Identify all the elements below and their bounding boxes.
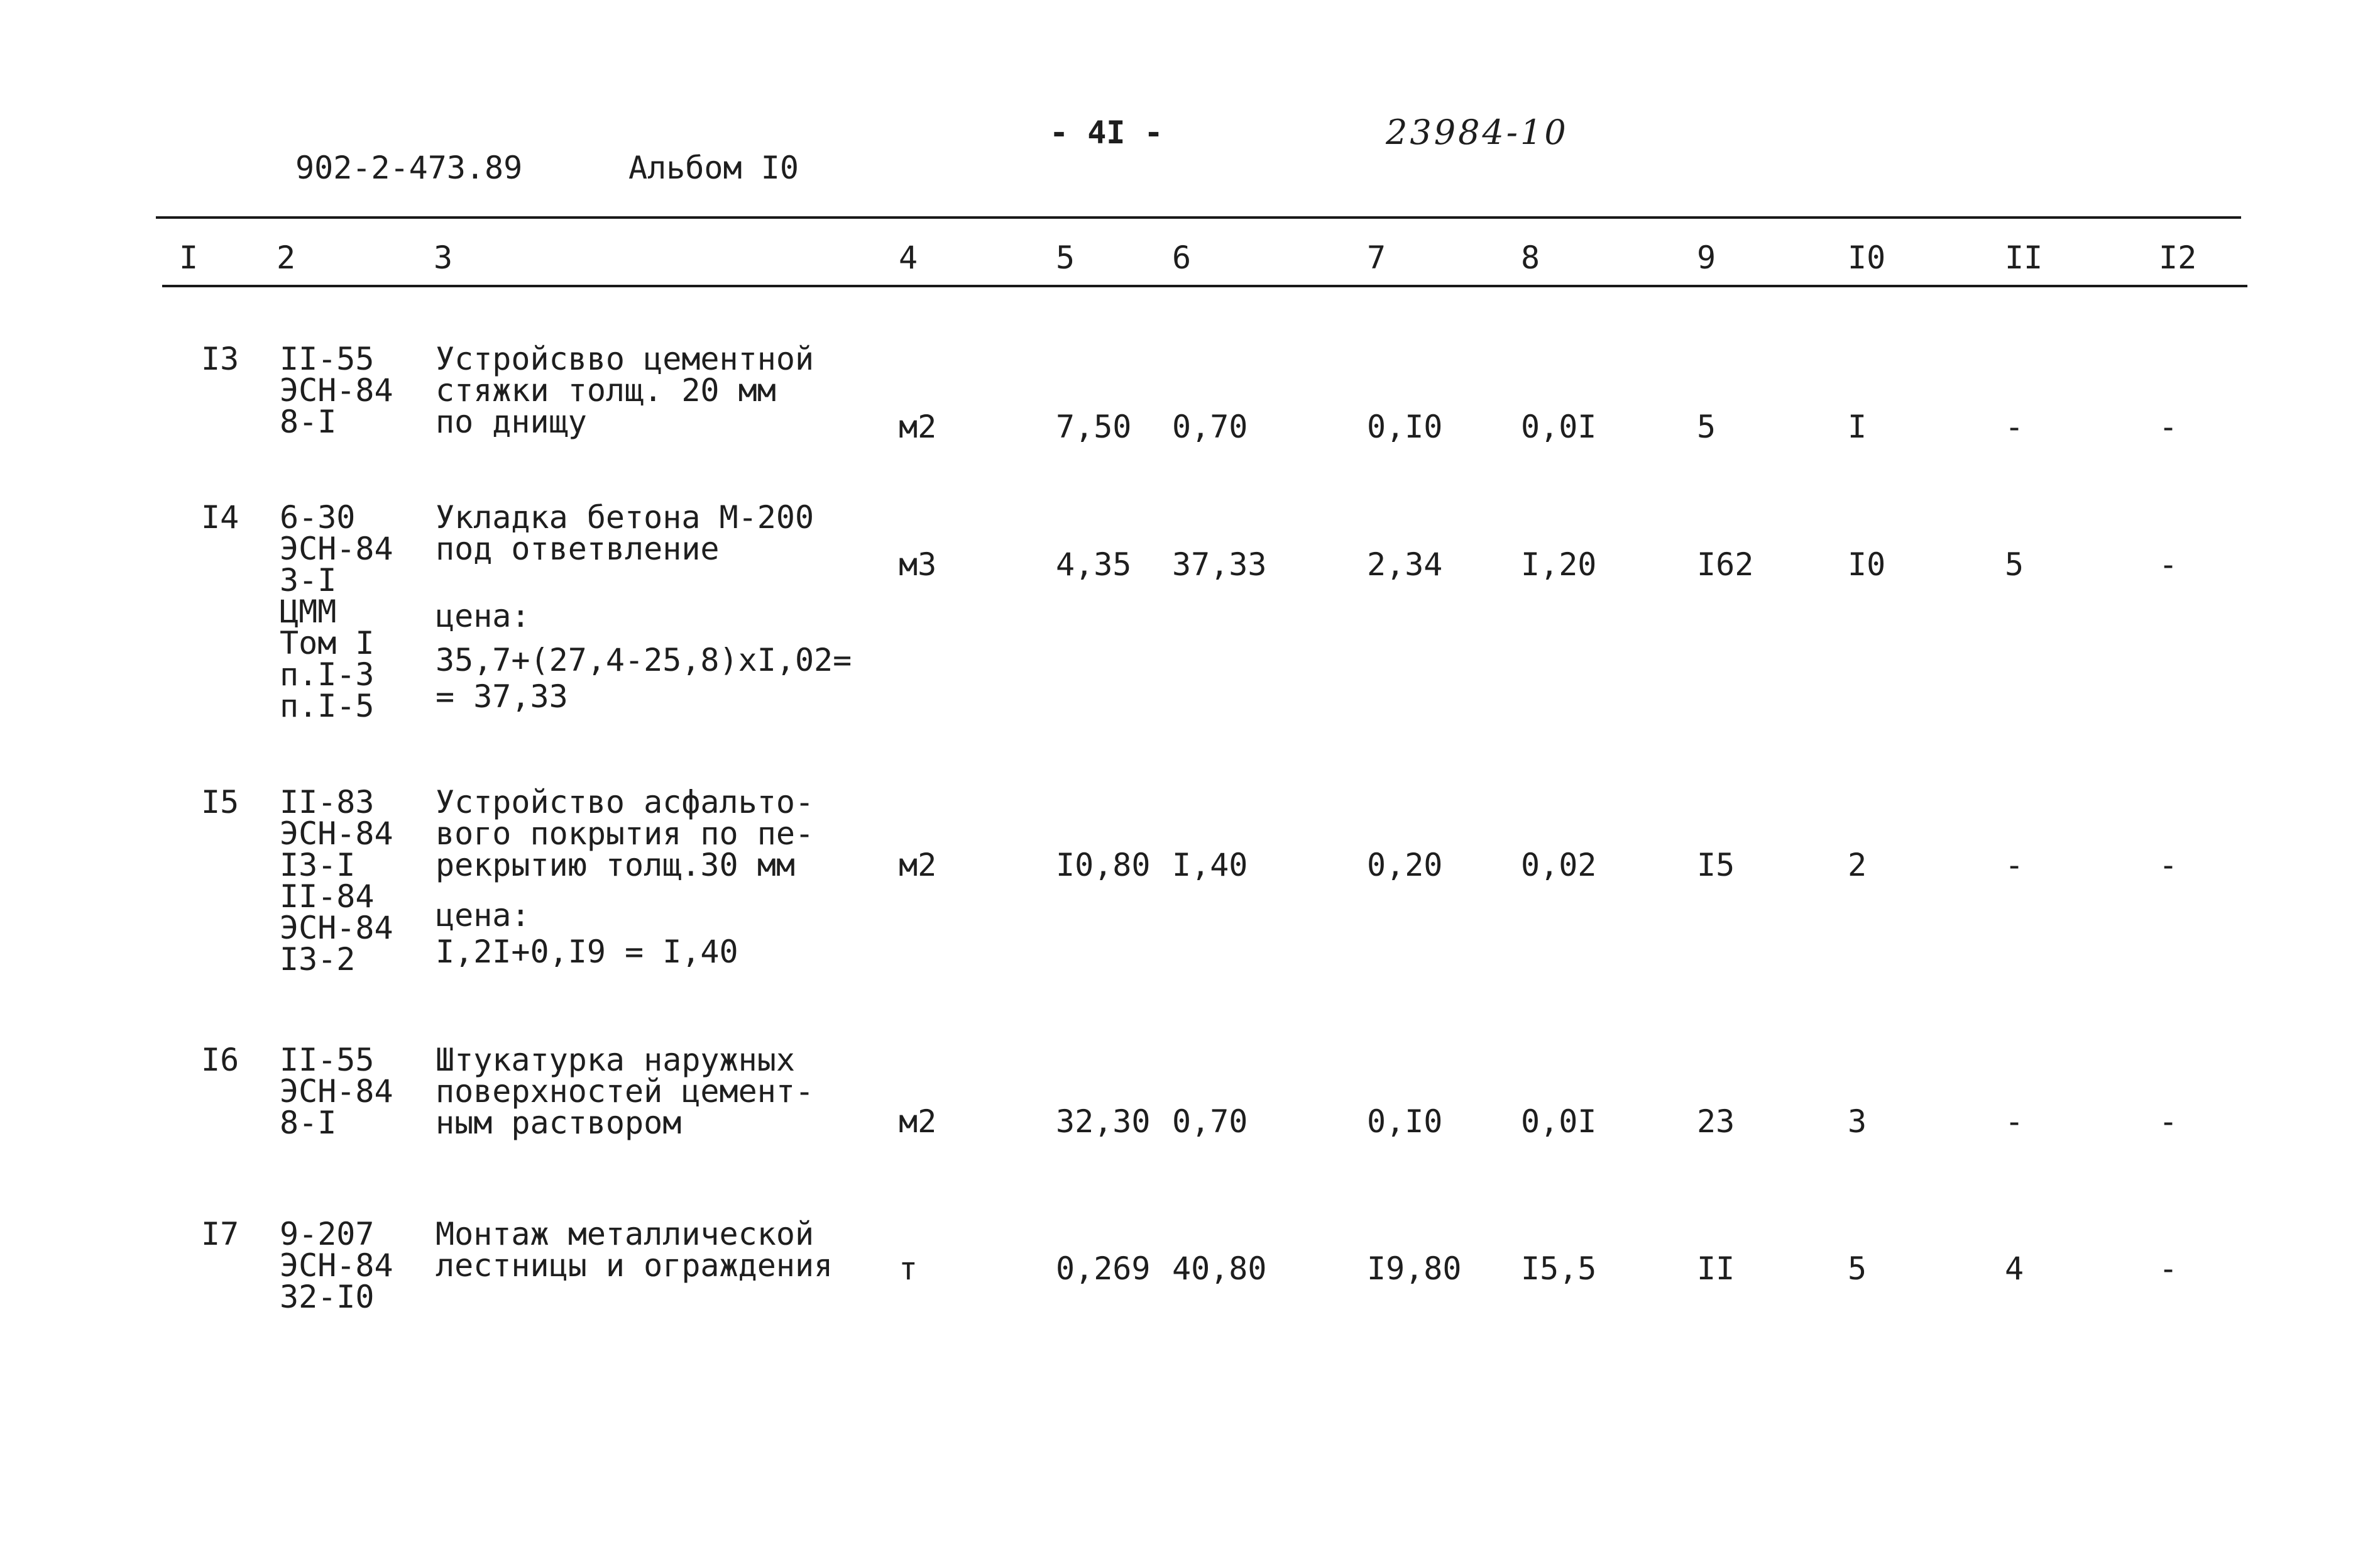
value-col-11: - <box>2005 1103 2024 1140</box>
value-col-5: I0,80 <box>1056 847 1151 883</box>
column-number-12: I2 <box>2159 240 2197 276</box>
value-col-10: I <box>1848 409 1867 445</box>
norm-code-line: ЭСН-84 <box>280 372 393 409</box>
value-col-10: I0 <box>1848 546 1886 583</box>
value-col-6: 0,70 <box>1172 1103 1248 1140</box>
column-number-7: 7 <box>1367 240 1386 276</box>
value-col-11: 4 <box>2005 1250 2024 1287</box>
value-col-9: I5 <box>1697 847 1735 883</box>
header-bottom-rule <box>162 285 2247 287</box>
column-number-4: 4 <box>899 240 918 276</box>
work-description-line: Штукатурка наружных <box>436 1042 795 1078</box>
norm-code-line: Том I <box>280 625 375 661</box>
value-col-6: 40,80 <box>1172 1250 1267 1287</box>
norm-code-line: ЭСН-84 <box>280 531 393 567</box>
value-col-9: II <box>1697 1250 1735 1287</box>
value-col-7: 0,I0 <box>1367 1103 1443 1140</box>
norm-code-line: ЭСН-84 <box>280 1073 393 1110</box>
value-col-8: I5,5 <box>1521 1250 1597 1287</box>
unit-of-measure: м3 <box>899 546 937 583</box>
unit-of-measure: м2 <box>899 409 937 445</box>
value-col-12: - <box>2159 546 2178 583</box>
price-note-line: I,2I+0,I9 = I,40 <box>436 934 738 970</box>
value-col-10: 5 <box>1848 1250 1867 1287</box>
value-col-9: I62 <box>1697 546 1754 583</box>
row-number: I7 <box>201 1216 239 1252</box>
column-number-6: 6 <box>1172 240 1192 276</box>
album-label: Альбом I0 <box>628 150 799 186</box>
work-description-line: лестницы и ограждения <box>436 1247 833 1284</box>
price-note-line: 35,7+(27,4-25,8)xI,02= <box>436 642 852 678</box>
column-number-1: I <box>179 240 199 276</box>
norm-code-line: 8-I <box>280 404 337 440</box>
value-col-8: I,20 <box>1521 546 1597 583</box>
unit-of-measure: т <box>899 1250 918 1287</box>
value-col-11: 5 <box>2005 546 2024 583</box>
column-number-5: 5 <box>1056 240 1075 276</box>
value-col-8: 0,0I <box>1521 1103 1597 1140</box>
norm-code-line: II-84 <box>280 878 375 915</box>
norm-code-line: п.I-3 <box>280 656 375 693</box>
value-col-8: 0,02 <box>1521 847 1597 883</box>
norm-code-line: II-55 <box>280 1042 375 1078</box>
value-col-11: - <box>2005 847 2024 883</box>
work-description-line: рекрытию толщ.30 мм <box>436 847 795 883</box>
work-description-line: вого покрытия по пе- <box>436 815 814 852</box>
value-col-10: 3 <box>1848 1103 1867 1140</box>
column-number-10: I0 <box>1848 240 1886 276</box>
norm-code-line: I3-2 <box>280 941 356 978</box>
unit-of-measure: м2 <box>899 847 937 883</box>
price-note-line: цена: <box>436 897 530 934</box>
top-rule <box>156 216 2241 219</box>
handwritten-inventory-number: 23984-10 <box>1386 113 1569 152</box>
value-col-7: 0,I0 <box>1367 409 1443 445</box>
value-col-5: 7,50 <box>1056 409 1132 445</box>
work-description-line: ным раствором <box>436 1105 682 1141</box>
unit-of-measure: м2 <box>899 1103 937 1140</box>
value-col-5: 0,269 <box>1056 1250 1151 1287</box>
norm-code-line: 6-30 <box>280 499 356 536</box>
value-col-5: 4,35 <box>1056 546 1132 583</box>
norm-code-line: п.I-5 <box>280 688 375 724</box>
column-number-2: 2 <box>277 240 296 276</box>
work-description-line: Устройсвво цементной <box>436 341 814 377</box>
price-note-line: цена: <box>436 598 530 634</box>
value-col-6: I,40 <box>1172 847 1248 883</box>
norm-code-line: I3-I <box>280 847 356 883</box>
work-description-line: по днищу <box>436 404 587 440</box>
column-number-9: 9 <box>1697 240 1716 276</box>
value-col-12: - <box>2159 409 2178 445</box>
norm-code-line: 32-I0 <box>280 1279 375 1315</box>
work-description-line: Устройство асфальто- <box>436 784 814 820</box>
column-number-11: II <box>2005 240 2043 276</box>
price-note-line: = 37,33 <box>436 678 568 715</box>
value-col-7: I9,80 <box>1367 1250 1462 1287</box>
value-col-12: - <box>2159 847 2178 883</box>
value-col-12: - <box>2159 1250 2178 1287</box>
norm-code-line: ЦММ <box>280 593 337 630</box>
norm-code-line: 9-207 <box>280 1216 375 1252</box>
norm-code-line: ЭСН-84 <box>280 815 393 852</box>
value-col-9: 5 <box>1697 409 1716 445</box>
work-description-line: под ответвление <box>436 531 720 567</box>
value-col-8: 0,0I <box>1521 409 1597 445</box>
norm-code-line: ЭСН-84 <box>280 1247 393 1284</box>
row-number: I6 <box>201 1042 239 1078</box>
work-description-line: стяжки толщ. 20 мм <box>436 372 776 409</box>
value-col-6: 37,33 <box>1172 546 1267 583</box>
norm-code-line: 8-I <box>280 1105 337 1141</box>
row-number: I5 <box>201 784 239 820</box>
value-col-10: 2 <box>1848 847 1867 883</box>
norm-code-line: II-55 <box>280 341 375 377</box>
column-number-8: 8 <box>1521 240 1540 276</box>
document-code: 902-2-473.89 <box>295 150 523 186</box>
value-col-9: 23 <box>1697 1103 1735 1140</box>
value-col-7: 0,20 <box>1367 847 1443 883</box>
row-number: I3 <box>201 341 239 377</box>
norm-code-line: II-83 <box>280 784 375 820</box>
page-number: - 4I - <box>1050 114 1163 151</box>
row-number: I4 <box>201 499 239 536</box>
value-col-12: - <box>2159 1103 2178 1140</box>
norm-code-line: ЭСН-84 <box>280 910 393 946</box>
work-description-line: Монтаж металлической <box>436 1216 814 1252</box>
column-number-3: 3 <box>434 240 453 276</box>
work-description-line: Укладка бетона М-200 <box>436 499 814 536</box>
work-description-line: поверхностей цемент- <box>436 1073 814 1110</box>
value-col-6: 0,70 <box>1172 409 1248 445</box>
norm-code-line: 3-I <box>280 562 337 598</box>
value-col-7: 2,34 <box>1367 546 1443 583</box>
value-col-11: - <box>2005 409 2024 445</box>
value-col-5: 32,30 <box>1056 1103 1151 1140</box>
